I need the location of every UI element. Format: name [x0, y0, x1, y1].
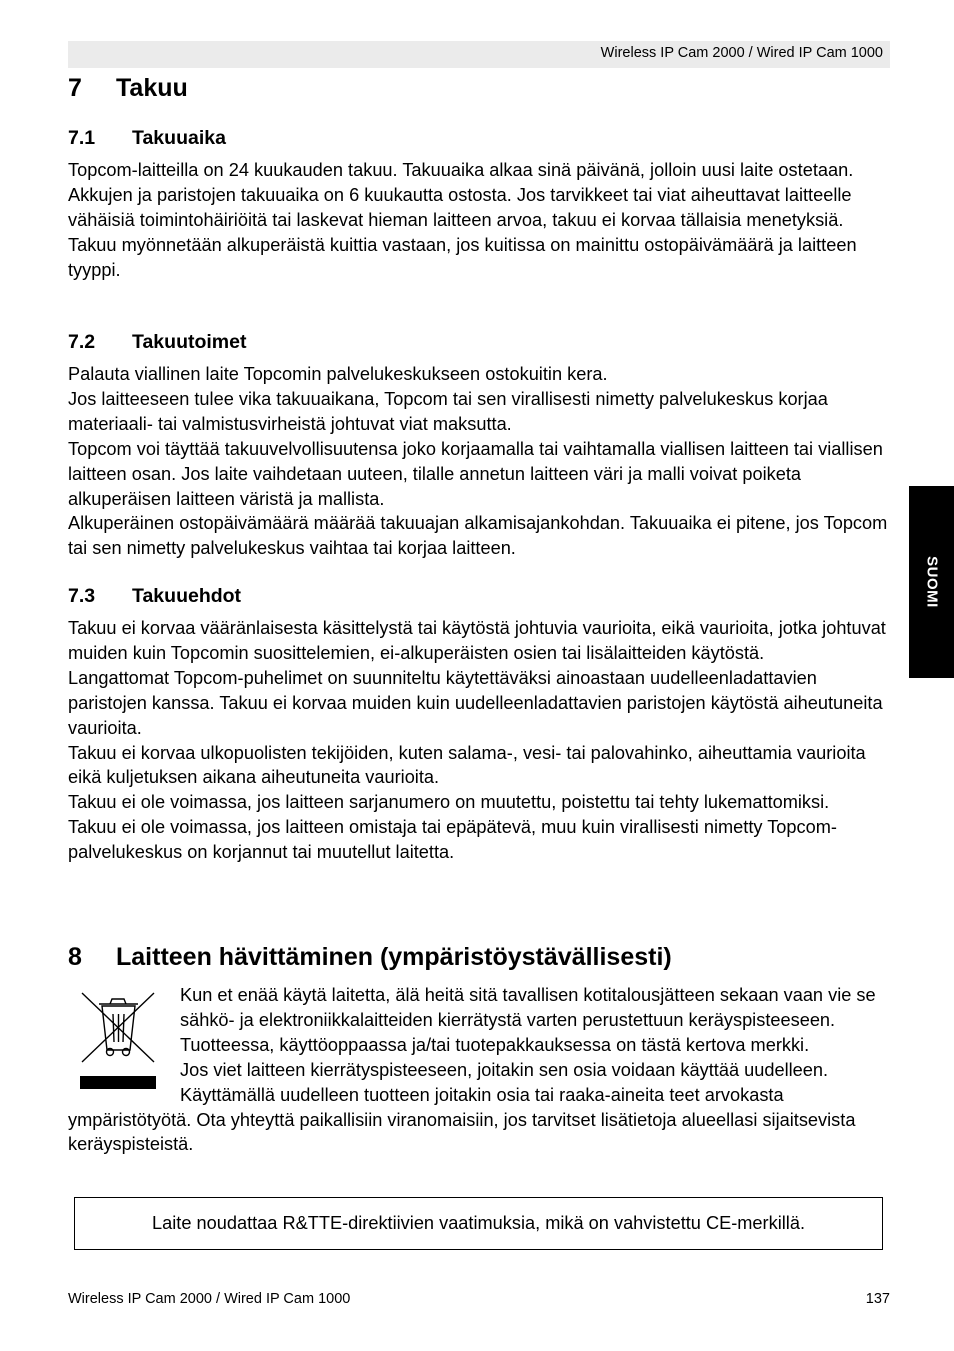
language-tab-label: SUOMI [923, 556, 940, 608]
section-7-title: Takuu [116, 74, 188, 102]
paragraph: Topcom-laitteilla on 24 kuukauden takuu. Takuuaika alkaa sinä päivänä, jolloin uusi laite ostetaan. Akkujen ja paristojen takuuaika on 6 kuukautta ostosta. Jos tarvikkeet tai viat aiheuttavat laitteelle vähäisiä toimintohäiriöitä tai laskevat hieman laitteen arvoa, takuu ei korvaa tällaisia menetyksiä. [68, 160, 854, 230]
paragraph: Langattomat Topcom-puhelimet on suunniteltu käytettäväksi ainoastaan uudelleenladattavien paristojen kanssa. Takuu ei korvaa muiden kuin uudelleenladattavien paristojen käytöstä aiheutuneita vaurioita. [68, 667, 883, 738]
page-number: 137 [865, 1291, 890, 1307]
paragraph: Jos viet laitteen kierrätyspisteeseen, joitakin sen osia voidaan käyttää uudelleen. Käyttämällä uudelleen tuotteen joitakin osia tai raaka-aineita teet arvokasta ympäristötyötä. Ota yhteyttä paikallisiin viranomaisiin, jos tarvitset lisätietoja alueellasi sijaitsevista keräyspisteistä. [68, 1059, 856, 1155]
section-7-3-body [68, 616, 893, 865]
header-title: Wireless IP Cam 2000 / Wired IP Cam 1000 [600, 45, 883, 61]
paragraph: Jos laitteeseen tulee vika takuuaikana, Topcom tai sen virallisesti nimetty palvelukeskus korjaa materiaali- tai valmistusvirheistä johtuvat viat maksutta. [68, 388, 828, 434]
ce-compliance-notice: Laite noudattaa R&TTE-direktiivien vaatimuksia, mikä on vahvistettu CE-merkillä. [74, 1197, 883, 1250]
section-7-3-heading [68, 585, 241, 608]
section-7-1-heading [68, 127, 226, 150]
section-7-1-body [68, 158, 893, 283]
section-8-title: Laitteen hävittäminen (ympäristöystävällisesti) [116, 943, 672, 971]
paragraph: Takuu ei ole voimassa, jos laitteen sarjanumero on muutettu, poistettu tai tehty lukemattomiksi. [68, 792, 830, 813]
paragraph: Takuu myönnetään alkuperäistä kuittia vastaan, jos kuitissa on mainittu ostopäivämäärä ja laitteen tyyppi. [68, 234, 857, 280]
paragraph: Takuu ei korvaa ulkopuolisten tekijöiden, kuten salama-, vesi- tai palovahinko, aiheuttamia vaurioita eikä kuljetuksen aikana aiheutuneita vaurioita. [68, 742, 866, 788]
section-7-2-title: Takuutoimet [132, 331, 247, 353]
section-7-2-heading [68, 331, 246, 354]
paragraph: Alkuperäinen ostopäivämäärä määrää takuuajan alkamisajankohdan. Takuuaika ei pitene, jos Topcom tai sen nimetty palvelukeskus vaihtaa tai korjaa laitteen. [68, 513, 888, 559]
paragraph: Topcom voi täyttää takuuvelvollisuutensa joko korjaamalla tai vaihtamalla viallisen laitteen tai viallisen laitteen osan. Jos laite vaihdetaan uuteen, tilalle annetun laitteen väri ja malli voivat poiketa alkuperäisen laitteen väristä ja mallista. [68, 438, 883, 509]
section-7-3-title: Takuuehdot [132, 585, 242, 607]
footer-product: Wireless IP Cam 2000 / Wired IP Cam 1000 [68, 1291, 351, 1307]
paragraph: Takuu ei ole voimassa, jos laitteen omistaja tai epäpätevä, muu kuin virallisesti nimetty Topcom-palvelukeskus on korjannut tai muutellut laitetta. [68, 817, 837, 863]
section-7-number: 7 [68, 74, 82, 102]
language-tab [909, 486, 954, 678]
section-7-2-number: 7.2 [68, 331, 96, 353]
page-header [68, 41, 890, 68]
paragraph: Takuu ei korvaa vääränlaisesta käsittelystä tai käytöstä johtuvia vaurioita, eikä vaurioita, jotka johtuvat muiden kuin Topcomin suosittelemien, ei-alkuperäisten osien tai lisälaitteiden käytöstä. [68, 618, 886, 663]
section-7-heading [68, 74, 188, 103]
section-7-1-number: 7.1 [68, 127, 96, 149]
section-7-3-number: 7.3 [68, 585, 96, 607]
section-7-1-title: Takuuaika [132, 127, 226, 149]
paragraph: Kun et enää käytä laitetta, älä heitä sitä tavallisen kotitalousjätteen sekaan vaan vie se sähkö- ja elektroniikkalaitteiden kierrätystä varten perustettuun keräyspisteeseen. Tuotteessa, käyttöoppaassa ja/tai tuotepakkauksessa on tästä kertova merkki. [180, 985, 876, 1055]
paragraph: Palauta viallinen laite Topcomin palvelukeskukseen ostokuitin kera. [68, 364, 608, 384]
section-8-heading [68, 943, 672, 972]
section-8-body [68, 983, 890, 1157]
section-7-2-body [68, 362, 893, 561]
section-8-number: 8 [68, 943, 82, 971]
